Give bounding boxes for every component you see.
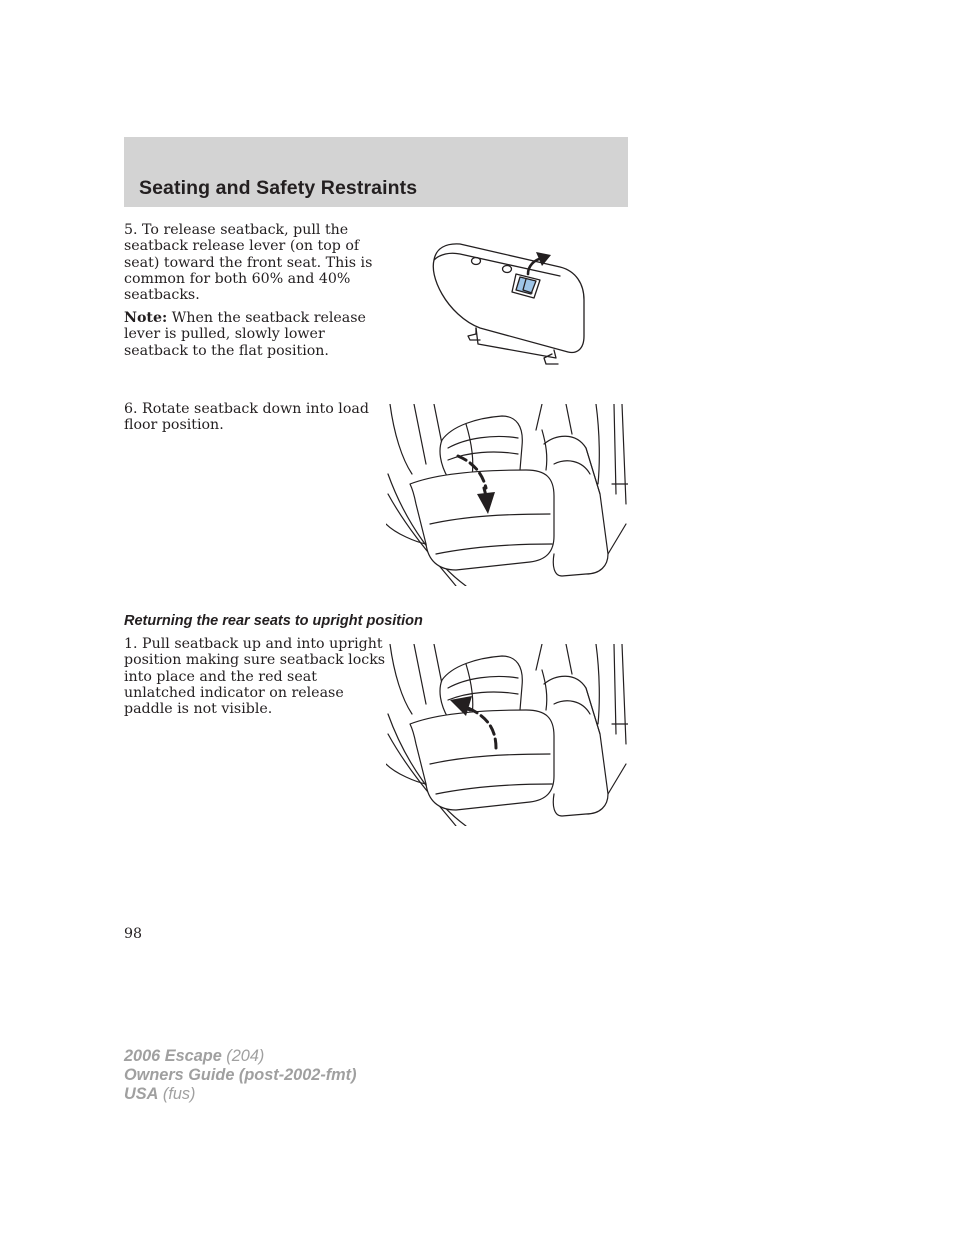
- section-title: Seating and Safety Restraints: [139, 177, 418, 199]
- seatback-fold-down-icon: [386, 404, 628, 586]
- returning-heading: Returning the rear seats to upright position: [124, 613, 423, 629]
- step-5-note: [124, 310, 366, 359]
- note-text: When the seatback release lever is pulled, slowly lower seatback to the flat position.: [124, 310, 366, 359]
- footer-line-1: [124, 1047, 357, 1066]
- seatback-release-lever-icon: [420, 238, 590, 373]
- step-5-text: 5. To release seatback, pull the seatback release lever (on top of seat) toward the front seat. This is common for both 60% and 40% seatbacks.: [124, 222, 373, 304]
- returning-step-1-text: 1. Pull seatback up and into upright position making sure seatback locks into place and the red seat unlatched indicator on release paddle is not visible.: [124, 636, 386, 718]
- footer-market: USA: [124, 1085, 159, 1103]
- footer-line-2: [124, 1066, 357, 1085]
- footer-guide: Owners Guide (post-2002-fmt): [124, 1066, 357, 1084]
- footer-edition: [124, 1047, 357, 1104]
- step-6-text: 6. Rotate seatback down into load floor position.: [124, 401, 369, 434]
- page-number: 98: [124, 926, 143, 942]
- footer-model: 2006 Escape: [124, 1047, 222, 1065]
- seatback-raise-upright-icon: [386, 644, 628, 826]
- note-label: Note:: [124, 310, 168, 326]
- footer-line-3: [124, 1085, 357, 1104]
- footer-model-code: (204): [221, 1047, 265, 1065]
- footer-market-code: (fus): [158, 1085, 196, 1103]
- section-header: [124, 137, 628, 207]
